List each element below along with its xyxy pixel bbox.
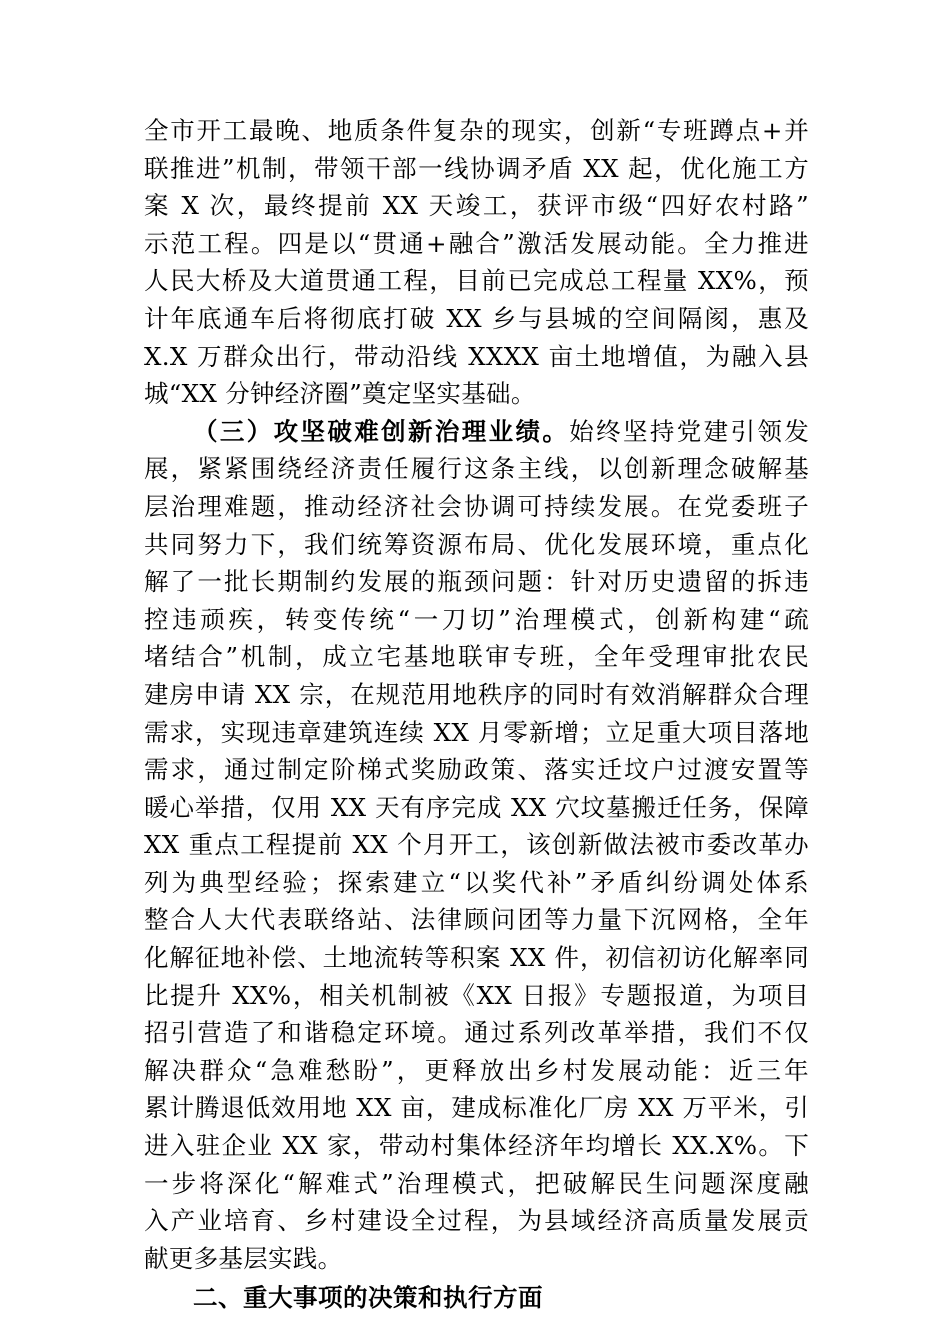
section-heading: 二、重大事项的决策和执行方面 (193, 1283, 543, 1313)
text-line: 全市开工最晚、地质条件复杂的现实，创新“专班蹲点+并 (144, 116, 809, 145)
text-line: 整合人大代表联络站、法律顾问团等力量下沉网格，全年 (144, 905, 809, 935)
text-line: 计年底通车后将彻底打破 XX 乡与县城的空间隔阂，惠及 (144, 303, 809, 333)
document-body (144, 112, 809, 1317)
text-line: 联推进”机制，带领干部一线协调矛盾 XX 起，优化施工方 (144, 153, 809, 183)
text-line: X.X 万群众出行，带动沿线 XXXX 亩土地增值，为融入县 (144, 341, 809, 371)
text-line: 堵结合”机制，成立宅基地联审专班，全年受理审批农民 (144, 642, 809, 672)
text-line: 解决群众“急难愁盼”，更释放出乡村发展动能：近三年 (144, 1055, 809, 1085)
text-line: 展，紧紧围绕经济责任履行这条主线，以创新理念破解基 (144, 454, 809, 484)
text-line: 城“XX 分钟经济圈”奠定坚实基础。 (144, 379, 536, 409)
text-line: 解了一批长期制约发展的瓶颈问题：针对历史遗留的拆违 (144, 567, 809, 597)
text-line: 入产业培育、乡村建设全过程，为县域经济高质量发展贡 (144, 1206, 809, 1236)
text-line: 需求，通过制定阶梯式奖励政策、落实迁坟户过渡安置等 (144, 755, 809, 785)
text-line: 案 X 次，最终提前 XX 天竣工，获评市级“四好农村路” (144, 191, 809, 221)
text-line: XX 重点工程提前 XX 个月开工，该创新做法被市委改革办 (144, 830, 809, 860)
text-line: 共同努力下，我们统筹资源布局、优化发展环境，重点化 (144, 529, 809, 559)
text-line: 层治理难题，推动经济社会协调可持续发展。在党委班子 (144, 491, 809, 521)
text-line: 招引营造了和谐稳定环境。通过系列改革举措，我们不仅 (144, 1018, 809, 1048)
paragraph (144, 413, 809, 1278)
text-fragment: 始终坚持党建引领发 (569, 416, 809, 446)
subsection-heading: （三）攻坚破难创新治理业绩。 (193, 416, 570, 446)
text-line: 化解征地补偿、土地流转等积案 XX 件，初信初访化解率同 (144, 943, 809, 973)
text-line: 人民大桥及大道贯通工程，目前已完成总工程量 XX%，预 (144, 266, 809, 296)
text-line: 列为典型经验；探索建立“以奖代补”矛盾纠纷调处体系 (144, 867, 809, 897)
text-line: 需求，实现违章建筑连续 XX 月零新增；立足重大项目落地 (144, 717, 809, 747)
text-line: 暖心举措，仅用 XX 天有序完成 XX 穴坟墓搬迁任务，保障 (144, 792, 809, 822)
text-line: 进入驻企业 XX 家，带动村集体经济年均增长 XX.X%。下 (144, 1131, 809, 1161)
text-line: 一步将深化“解难式”治理模式，把破解民生问题深度融 (144, 1168, 809, 1198)
text-line: 比提升 XX%，相关机制被《XX 日报》专题报道，为项目 (144, 980, 809, 1010)
text-line: 献更多基层实践。 (144, 1243, 343, 1273)
text-line: 示范工程。四是以“贯通+融合”激活发展动能。全力推进 (144, 228, 809, 258)
text-line (144, 413, 809, 451)
paragraph (144, 112, 809, 413)
text-line: 建房申请 XX 宗，在规范用地秩序的同时有效消解群众合理 (144, 679, 809, 709)
text-line: 累计腾退低效用地 XX 亩，建成标准化厂房 XX 万平米，引 (144, 1093, 809, 1123)
text-line: 控违顽疾，转变传统“一刀切”治理模式，创新构建“疏 (144, 604, 809, 634)
